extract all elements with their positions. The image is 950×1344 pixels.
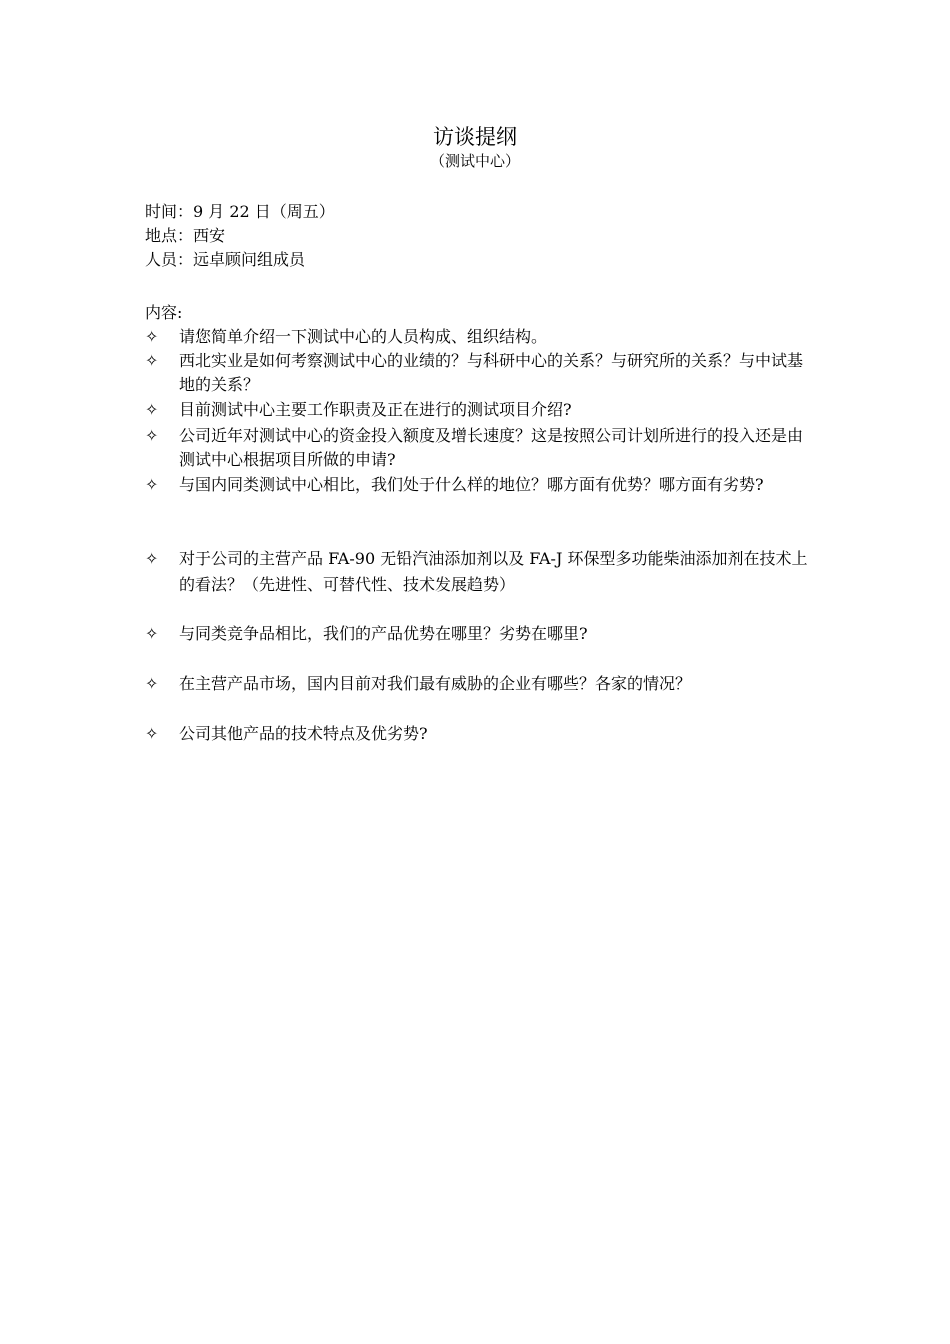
- diamond-star-icon: ✧: [145, 549, 159, 568]
- list-item: [145, 325, 815, 349]
- list-item: [145, 546, 815, 598]
- diamond-star-icon: ✧: [145, 351, 159, 370]
- list-item-text: 西北实业是如何考察测试中心的业绩的？与科研中心的关系？与研究所的关系？与中试基地的关系？: [179, 351, 804, 394]
- list-item: [145, 424, 815, 472]
- list-item: [145, 398, 815, 422]
- meta-people: 人员：远卓顾问组成员: [145, 250, 306, 269]
- list-item-text: 在主营产品市场，国内目前对我们最有威胁的企业有哪些？各家的情况？: [179, 674, 692, 693]
- list-item-text: 与国内同类测试中心相比，我们处于什么样的地位？哪方面有优势？哪方面有劣势?: [179, 475, 764, 494]
- content-label: 内容:: [145, 303, 183, 322]
- list-item-text: 目前测试中心主要工作职责及正在进行的测试项目介绍?: [179, 400, 572, 419]
- meta-block: [145, 200, 825, 272]
- document-title: 访谈提纲: [433, 125, 517, 149]
- list-item: [145, 621, 815, 647]
- diamond-star-icon: ✧: [145, 475, 159, 494]
- meta-location: 地点：西安: [145, 226, 226, 245]
- diamond-star-icon: ✧: [145, 426, 159, 445]
- diamond-star-icon: ✧: [145, 327, 159, 346]
- diamond-star-icon: ✧: [145, 674, 159, 693]
- list-item: [145, 671, 815, 697]
- list-item-text: 公司近年对测试中心的资金投入额度及增长速度？这是按照公司计划所进行的投入还是由测试中心根据项目所做的申请?: [179, 426, 804, 469]
- diamond-star-icon: ✧: [145, 724, 159, 743]
- list-item: [145, 473, 815, 497]
- diamond-star-icon: ✧: [145, 400, 159, 419]
- document-subtitle: （测试中心）: [429, 152, 520, 170]
- list-item-text: 公司其他产品的技术特点及优劣势?: [179, 724, 428, 743]
- list-item-text: 对于公司的主营产品 FA-90 无铅汽油添加剂以及 FA-J 环保型多功能柴油添加剂在技术上的看法？（先进性、可替代性、技术发展趋势）: [179, 549, 808, 594]
- list-item: [145, 721, 815, 747]
- diamond-star-icon: ✧: [145, 624, 159, 643]
- list-item-text: 与同类竞争品相比，我们的产品优势在哪里？劣势在哪里?: [179, 624, 588, 643]
- list-item: [145, 349, 815, 397]
- list-item-text: 请您简单介绍一下测试中心的人员构成、组织结构。: [179, 327, 548, 346]
- meta-time: 时间：9 月 22 日（周五）: [145, 202, 335, 221]
